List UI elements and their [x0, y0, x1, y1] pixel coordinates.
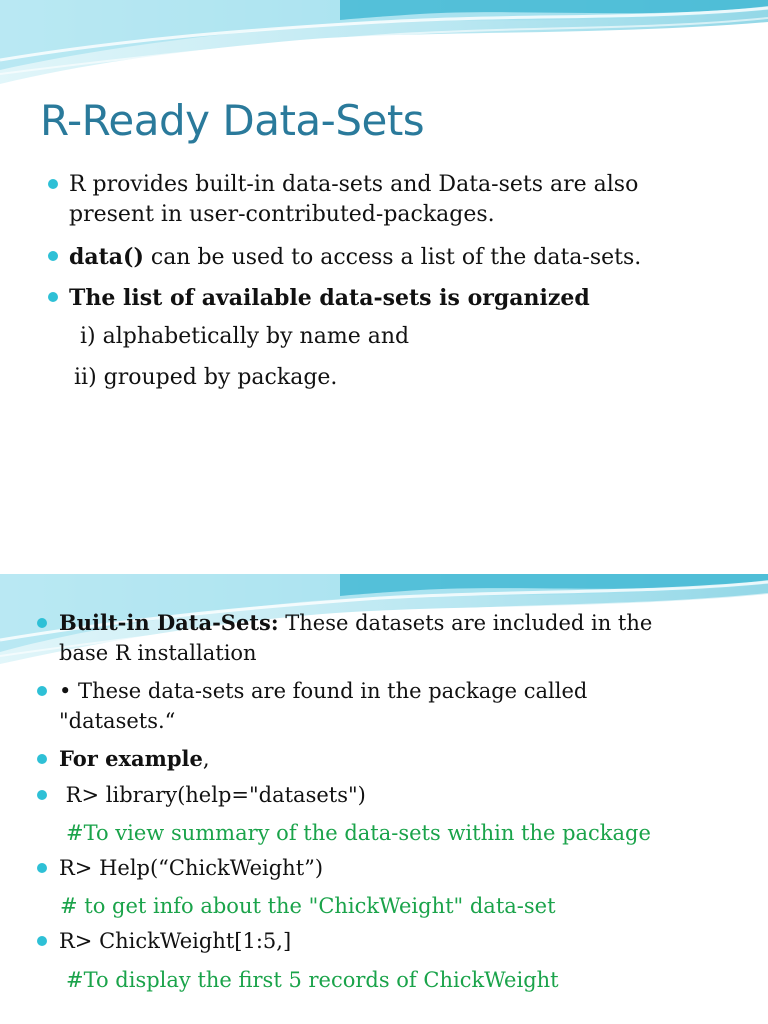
bullet-icon	[37, 790, 47, 800]
slide2-bullet-2: • These data-sets are found in the package called "datasets.“	[59, 679, 588, 733]
comment-2: # to get info about the "ChickWeight" data-set	[60, 894, 556, 918]
slide-2	[0, 560, 768, 1024]
wave-decoration	[0, 0, 768, 90]
bullet-1-text: These datasets are included in the base R installation	[59, 611, 653, 665]
slide2-bullet-5: R> Help(“ChickWeight”)	[59, 856, 324, 880]
sub-item-1: i) alphabetically by name and	[80, 324, 410, 349]
slide-title: R-Ready Data-Sets	[40, 96, 425, 145]
slide2-bullet-1	[59, 608, 699, 668]
bullet-1-bold: Built-in Data-Sets:	[59, 610, 279, 635]
bullet-icon	[37, 754, 47, 764]
for-example-bold: For example	[59, 746, 203, 771]
sub-item-2: ii) grouped by package.	[74, 365, 338, 390]
slide1-bullet-1: R provides built-in data-sets and Data-sets are also present in user-contributed-packages.	[69, 172, 639, 227]
bullet-icon	[48, 292, 58, 302]
code-data: data()	[69, 244, 144, 270]
bullet-2-text: can be used to access a list of the data-sets.	[143, 245, 642, 270]
bullet-icon	[37, 863, 47, 873]
bullet-icon	[37, 936, 47, 946]
slide2-bullet-3	[59, 744, 210, 774]
bullet-icon	[48, 251, 58, 261]
slide2-bullet-6: R> ChickWeight[1:5,]	[59, 929, 292, 953]
bullet-icon	[37, 618, 47, 628]
bullet-icon	[37, 686, 47, 696]
comment-1: #To view summary of the data-sets within the package	[66, 821, 651, 845]
slide2-bullet-4: R> library(help="datasets")	[59, 783, 366, 807]
slide1-bullet-2	[69, 242, 749, 273]
bullet-icon	[48, 179, 58, 189]
comment-3: #To display the first 5 records of ChickWeight	[66, 968, 559, 992]
slide1-bullet-3: The list of available data-sets is organized	[69, 285, 590, 311]
bullet-3-text: ,	[202, 747, 210, 771]
